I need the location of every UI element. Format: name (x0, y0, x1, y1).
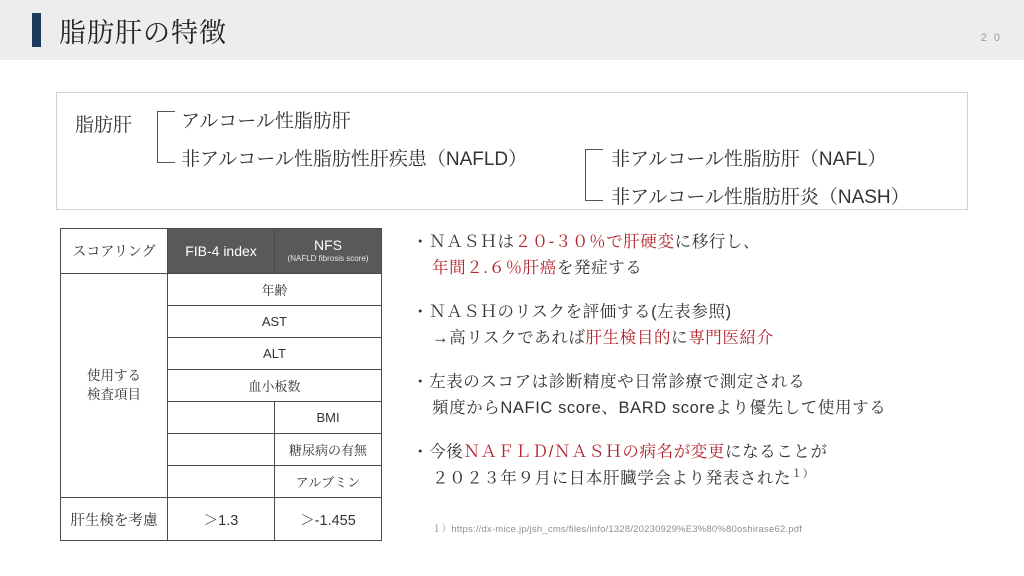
table-header-scoring: スコアリング (61, 229, 168, 274)
bullet-marker: ・ (412, 233, 430, 251)
bullet-3-text-post: になることが (725, 443, 828, 462)
classification-level1-item-0: アルコール性脂肪肝 (181, 111, 351, 132)
table-row-group-label (61, 274, 168, 498)
header-accent-bar (32, 13, 41, 47)
bullet-3-text-2: ２０２３年９月に日本肝臓学会より発表された (432, 469, 792, 488)
table-cell-item-0: 年齢 (168, 274, 382, 306)
table-cell-bottom-fib4: ＞1.3 (168, 498, 275, 541)
bullet-0-highlight-2: 年間２.６％肝癌 (432, 258, 557, 277)
footnote-reference: １）https://dx-mice.jp/jsh_cms/files/info/1328/20230929%E3%80%80oshirase62.pdf (432, 524, 803, 535)
classification-level2-item-1: 非アルコール性脂肪肝炎（NASH） (611, 187, 910, 208)
list-item (412, 440, 1012, 492)
page-title: 脂肪肝の特徴 (59, 17, 227, 48)
bullet-1-text-pre: →高リスクであれば (432, 328, 586, 347)
table-cell-item-2: ALT (168, 338, 382, 370)
bullet-1-highlight-2: 専門医紹介 (688, 328, 774, 347)
bullet-0-text-post-2: を発症する (556, 258, 643, 277)
table-header-nfs-main: NFS (314, 237, 342, 254)
table-row (61, 498, 382, 541)
bullet-3-highlight: ＮＡＦＬＤ/ＮＡＳＨの病名が変更 (463, 443, 725, 462)
table-cell-item-4: BMI (275, 402, 382, 434)
bullet-list (412, 230, 1012, 511)
bullet-3-line-2 (412, 466, 1012, 492)
list-item (412, 230, 1012, 281)
bullet-marker: ・ (412, 443, 430, 462)
list-item (412, 300, 1012, 351)
bullet-2-text-1: 左表のスコアは診断精度や日常診療で測定される (429, 373, 806, 392)
table-cell-item-6-fib4-empty (168, 466, 275, 498)
bullet-3-line-1 (412, 440, 1012, 466)
bullet-0-text-pre: ＮＡＳＨは (429, 233, 515, 251)
bullet-1-line-2 (412, 326, 1012, 352)
table-cell-item-5-fib4-empty (168, 434, 275, 466)
bullet-marker: ・ (412, 373, 430, 392)
bullet-2-line-2: 頻度からNAFIC score、BARD scoreより優先して使用する (432, 398, 887, 417)
scoring-table (60, 228, 382, 541)
classification-box (56, 92, 968, 210)
bullet-0-line-2 (412, 256, 1012, 282)
bullet-1-line-1 (412, 300, 1012, 326)
bullet-1-text: ＮＡＳＨのリスクを評価する(左表参照) (429, 303, 732, 322)
classification-level2-item-0: 非アルコール性脂肪肝（NAFL） (611, 149, 887, 170)
table-cell-item-4-fib4-empty (168, 402, 275, 434)
table-header-row (61, 229, 382, 274)
bullet-1-text-mid: に (671, 328, 689, 347)
row-group-label-line1: 使用する (87, 368, 141, 384)
table-cell-item-6: アルブミン (275, 466, 382, 498)
bullet-2-line-1 (412, 370, 1012, 396)
brace-level1 (157, 111, 175, 163)
table-cell-bottom-label: 肝生検を考慮 (61, 498, 168, 541)
list-item (412, 370, 1012, 421)
bullet-3-text-pre: 今後 (429, 443, 464, 462)
bullet-0-highlight: ２０-３０％で肝硬変 (514, 233, 675, 251)
table-header-nfs-sub: (NAFLD fibrosis score) (287, 254, 369, 264)
bullet-0-text-post: に移行し、 (674, 233, 761, 251)
brace-level2 (585, 149, 603, 201)
classification-root-label: 脂肪肝 (75, 115, 133, 136)
table-row (61, 274, 382, 306)
bullet-0-line-1 (412, 230, 1012, 256)
bullet-marker: ・ (412, 303, 430, 322)
slide-header (0, 0, 1024, 60)
bullet-3-superscript: １） (791, 467, 815, 480)
table-header-nfs (275, 229, 382, 274)
classification-level1-item-1: 非アルコール性脂肪性肝疾患（NAFLD） (181, 149, 528, 170)
table-cell-item-1: AST (168, 306, 382, 338)
page-number: 2 0 (980, 32, 1002, 44)
table-cell-item-3: 血小板数 (168, 370, 382, 402)
row-group-label-line2: 検査項目 (87, 386, 141, 402)
table-header-fib4: FIB-4 index (168, 229, 275, 274)
bullet-1-highlight-1: 肝生検目的 (585, 328, 672, 347)
table-cell-bottom-nfs: ＞-1.455 (275, 498, 382, 541)
table-cell-item-5: 糖尿病の有無 (275, 434, 382, 466)
